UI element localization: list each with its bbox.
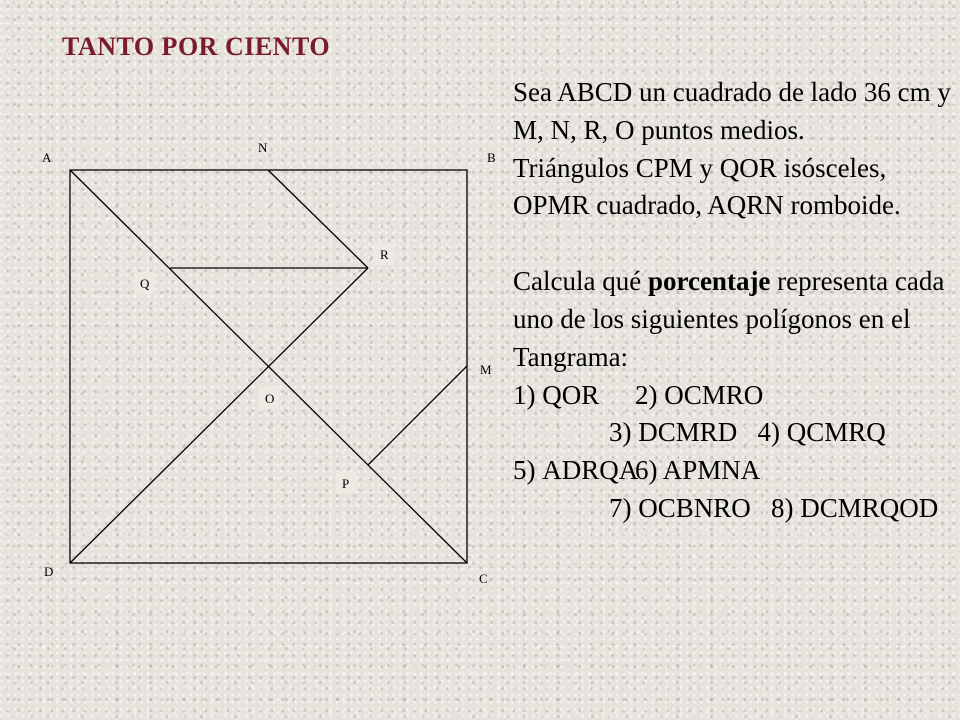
label-n: N — [258, 140, 268, 155]
slide-title: TANTO POR CIENTO — [62, 32, 331, 61]
problem-statement-1: Sea ABCD un cuadrado de lado 36 cm y M, N, R, O puntos medios. — [513, 77, 951, 145]
problem-text — [513, 74, 953, 528]
label-q: Q — [140, 276, 150, 291]
keyword-porcentaje: porcentaje — [647, 266, 771, 297]
segment-pm — [368, 366, 467, 465]
segment-dr — [70, 268, 368, 563]
label-r: R — [380, 247, 389, 262]
label-m: M — [480, 362, 492, 377]
list-item: 5) ADRQA 6) APMNA 7) OCBNRO 8) DCMRQOD — [513, 455, 939, 523]
label-d: D — [44, 564, 54, 579]
problem-statement-2: Triángulos CPM y QOR isósceles, OPMR cuadrado, AQRN romboide. — [513, 152, 901, 221]
problem-question: Calcula qué porcentaje representa cada uno de los siguientes polígonos en el Tangrama: — [513, 266, 945, 372]
label-a: A — [42, 150, 52, 165]
list-item: 1) QOR 2) OCMRO 3) DCMRD 4) QCMRQ — [513, 379, 886, 448]
segment-nr — [268, 170, 368, 268]
label-b: B — [487, 150, 496, 165]
label-p: P — [342, 476, 350, 491]
label-o: O — [265, 391, 275, 406]
label-c: C — [479, 571, 488, 586]
